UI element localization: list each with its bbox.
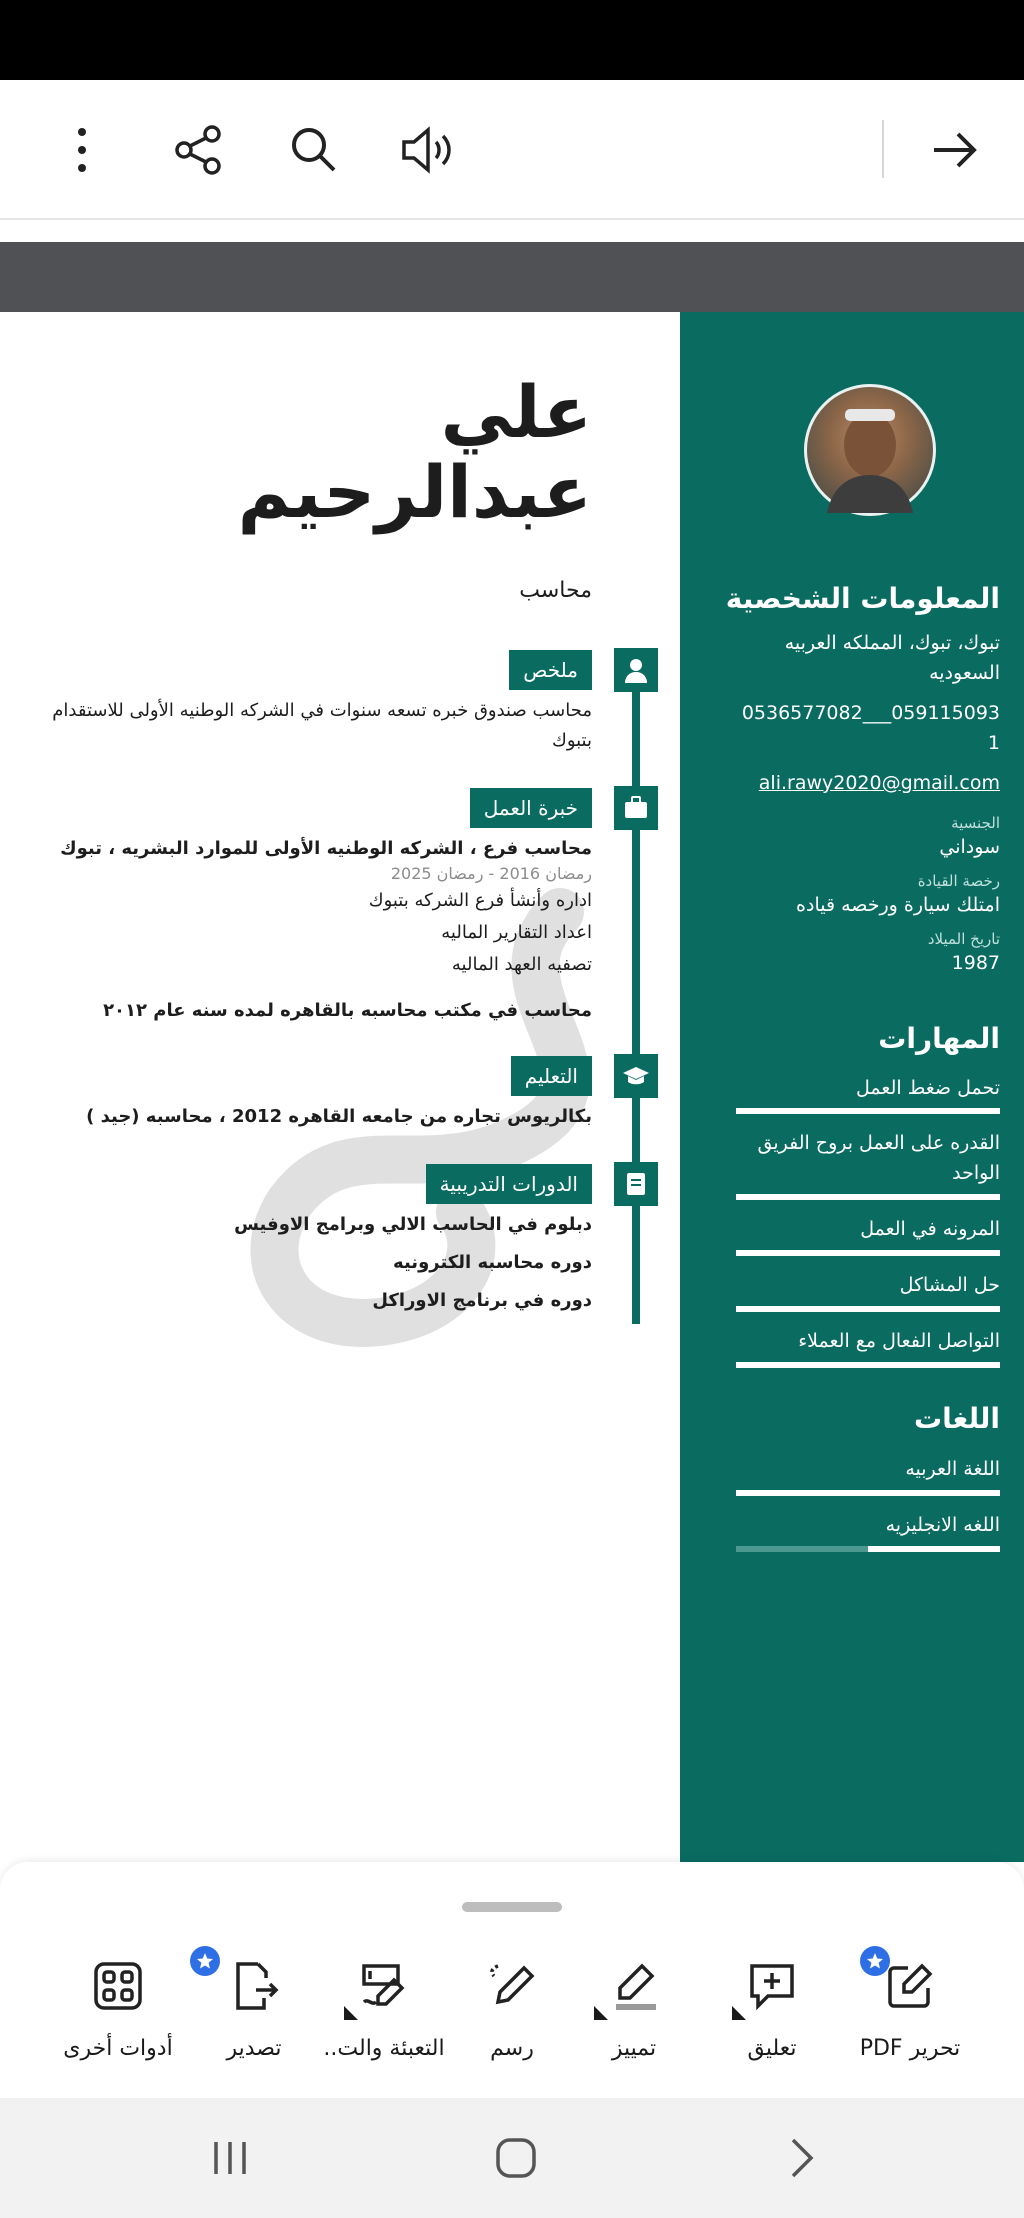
sheet-drag-handle[interactable] <box>462 1902 562 1912</box>
comment-button[interactable] <box>702 1952 842 2072</box>
profile-photo <box>804 384 936 516</box>
birth-label: تاريخ الميلاد <box>927 930 1000 948</box>
personal-info-heading: المعلومات الشخصية <box>725 582 1000 615</box>
languages-heading: اللغات <box>914 1402 1000 1435</box>
briefcase-icon <box>614 786 658 830</box>
top-toolbar <box>0 80 1024 220</box>
skill-bar <box>736 1194 1000 1200</box>
job2-title: محاسب في مكتب محاسبه بالقاهره لمده سنه عام ٢٠١٢ <box>103 1000 592 1021</box>
resume-page <box>0 312 1024 1862</box>
resume-first-name: علي <box>440 370 592 454</box>
skill-item: تحمل ضغط العمل <box>856 1077 1000 1099</box>
submenu-indicator-icon <box>344 2006 358 2020</box>
job1-duty: اداره وأنشأ فرع الشركه بتبوك <box>368 890 592 911</box>
language-item: اللغة العربيه <box>905 1458 1000 1480</box>
license-label: رخصة القيادة <box>917 872 1000 890</box>
skill-item: التواصل الفعال مع العملاء <box>798 1330 1000 1352</box>
nationality-value: سوداني <box>939 836 1000 858</box>
graduation-cap-icon <box>614 1054 658 1098</box>
skill-bar <box>736 1250 1000 1256</box>
fill-sign-label: التعبئة والت.. <box>323 2036 445 2061</box>
highlight-button[interactable] <box>564 1952 704 2072</box>
more-tools-label: أدوات أخرى <box>63 2036 173 2061</box>
book-icon <box>614 1162 658 1206</box>
skill-bar <box>736 1108 1000 1114</box>
more-vertical-icon[interactable] <box>44 112 120 188</box>
job1-duty: اعداد التقارير الماليه <box>441 922 592 943</box>
language-level-bar <box>736 1546 1000 1552</box>
summary-text: محاسب صندوق خبره تسعه سنوات في الشركه الوطنيه الأولى للاستقدام <box>52 700 592 721</box>
toolbar-divider <box>882 120 884 178</box>
recent-apps-icon[interactable] <box>190 2128 270 2188</box>
skill-item: المرونه في العمل <box>860 1218 1000 1240</box>
search-icon[interactable] <box>276 112 352 188</box>
home-icon[interactable] <box>476 2128 556 2188</box>
nationality-label: الجنسية <box>951 814 1000 832</box>
license-value: امتلك سيارة ورخصه قياده <box>796 894 1000 916</box>
export-button[interactable] <box>184 1952 324 2072</box>
watermark-logo <box>230 872 650 1392</box>
fill-sign-button[interactable] <box>314 1952 454 2072</box>
highlight-label: تمييز <box>611 2036 657 2061</box>
skill-bar <box>736 1306 1000 1312</box>
language-level-fill <box>736 1490 1000 1496</box>
phone-number: 0536577082___059115093 <box>741 702 1000 724</box>
job-title: محاسب <box>519 578 592 603</box>
status-bar <box>0 0 1024 80</box>
language-level-bar <box>736 1490 1000 1496</box>
submenu-indicator-icon <box>594 2006 608 2020</box>
export-label: تصدير <box>226 2036 282 2061</box>
summary-section-label: ملخص <box>509 650 592 690</box>
skills-heading: المهارات <box>878 1022 1000 1055</box>
address-line-2: السعوديه <box>929 662 1000 684</box>
skill-item: حل المشاكل <box>899 1274 1000 1296</box>
draw-label: رسم <box>490 2036 534 2061</box>
education-section-label: التعليم <box>511 1056 592 1096</box>
resume-last-name: عبدالرحيم <box>237 450 592 534</box>
tools-bottom-sheet <box>0 1862 1024 2098</box>
comment-icon <box>738 1952 806 2020</box>
draw-pencil-icon <box>478 1952 546 2020</box>
address-line: تبوك، تبوك، المملكه العربيه <box>784 632 1000 654</box>
birth-value: 1987 <box>951 952 1000 974</box>
email-link[interactable]: ali.rawy2020@gmail.com <box>758 772 1000 794</box>
export-pdf-icon <box>220 1952 288 2020</box>
submenu-indicator-icon <box>732 2006 746 2020</box>
read-aloud-icon[interactable] <box>390 112 466 188</box>
person-icon <box>614 648 658 692</box>
course-item: دوره محاسبه الكترونيه <box>393 1252 592 1273</box>
more-tools-icon <box>84 1952 152 2020</box>
share-icon[interactable] <box>160 112 236 188</box>
forward-arrow-icon[interactable] <box>916 112 992 188</box>
job1-dates: رمضان 2016 - رمضان 2025 <box>390 864 592 883</box>
experience-section-label: خبرة العمل <box>470 788 592 828</box>
skill-bar <box>736 1362 1000 1368</box>
summary-text-cont: بتبوك <box>551 730 592 751</box>
timeline-line <box>632 652 640 1324</box>
more-tools-button[interactable] <box>48 1952 188 2072</box>
skill-item: القدره على العمل بروح الفريق <box>757 1132 1000 1154</box>
course-item: دبلوم في الحاسب الالي وبرامج الاوفيس <box>234 1214 592 1235</box>
draw-button[interactable] <box>442 1952 582 2072</box>
education-text: بكالريوس تجاره من جامعه القاهره 2012 ، محاسبه (جيد ) <box>86 1106 592 1127</box>
course-item: دوره في برنامج الاوراكل <box>372 1290 592 1311</box>
edit-pdf-button[interactable] <box>840 1952 980 2072</box>
courses-section-label: الدورات التدريبية <box>426 1164 592 1204</box>
system-nav-bar <box>0 2098 1024 2218</box>
job1-duty: تصفيه العهد الماليه <box>451 954 592 975</box>
highlight-icon <box>600 1952 668 2020</box>
language-item: اللغه الانجليزيه <box>885 1514 1000 1536</box>
comment-label: تعليق <box>747 2036 797 2061</box>
edit-pdf-label: تحرير PDF <box>859 2036 961 2061</box>
document-viewer[interactable] <box>0 222 1024 1862</box>
job1-title: محاسب فرع ، الشركه الوطنيه الأولى للموارد البشريه ، تبوك <box>60 838 592 859</box>
resume-sidebar <box>680 312 1024 1862</box>
star-badge-icon <box>190 1946 220 1976</box>
resume-main <box>0 312 680 1862</box>
edit-pdf-icon <box>876 1952 944 2020</box>
language-level-fill <box>868 1546 1000 1552</box>
skill-item-cont: الواحد <box>952 1162 1000 1184</box>
phone-number-cont: 1 <box>987 732 1000 754</box>
back-icon[interactable] <box>762 2128 842 2188</box>
fill-sign-icon <box>350 1952 418 2020</box>
